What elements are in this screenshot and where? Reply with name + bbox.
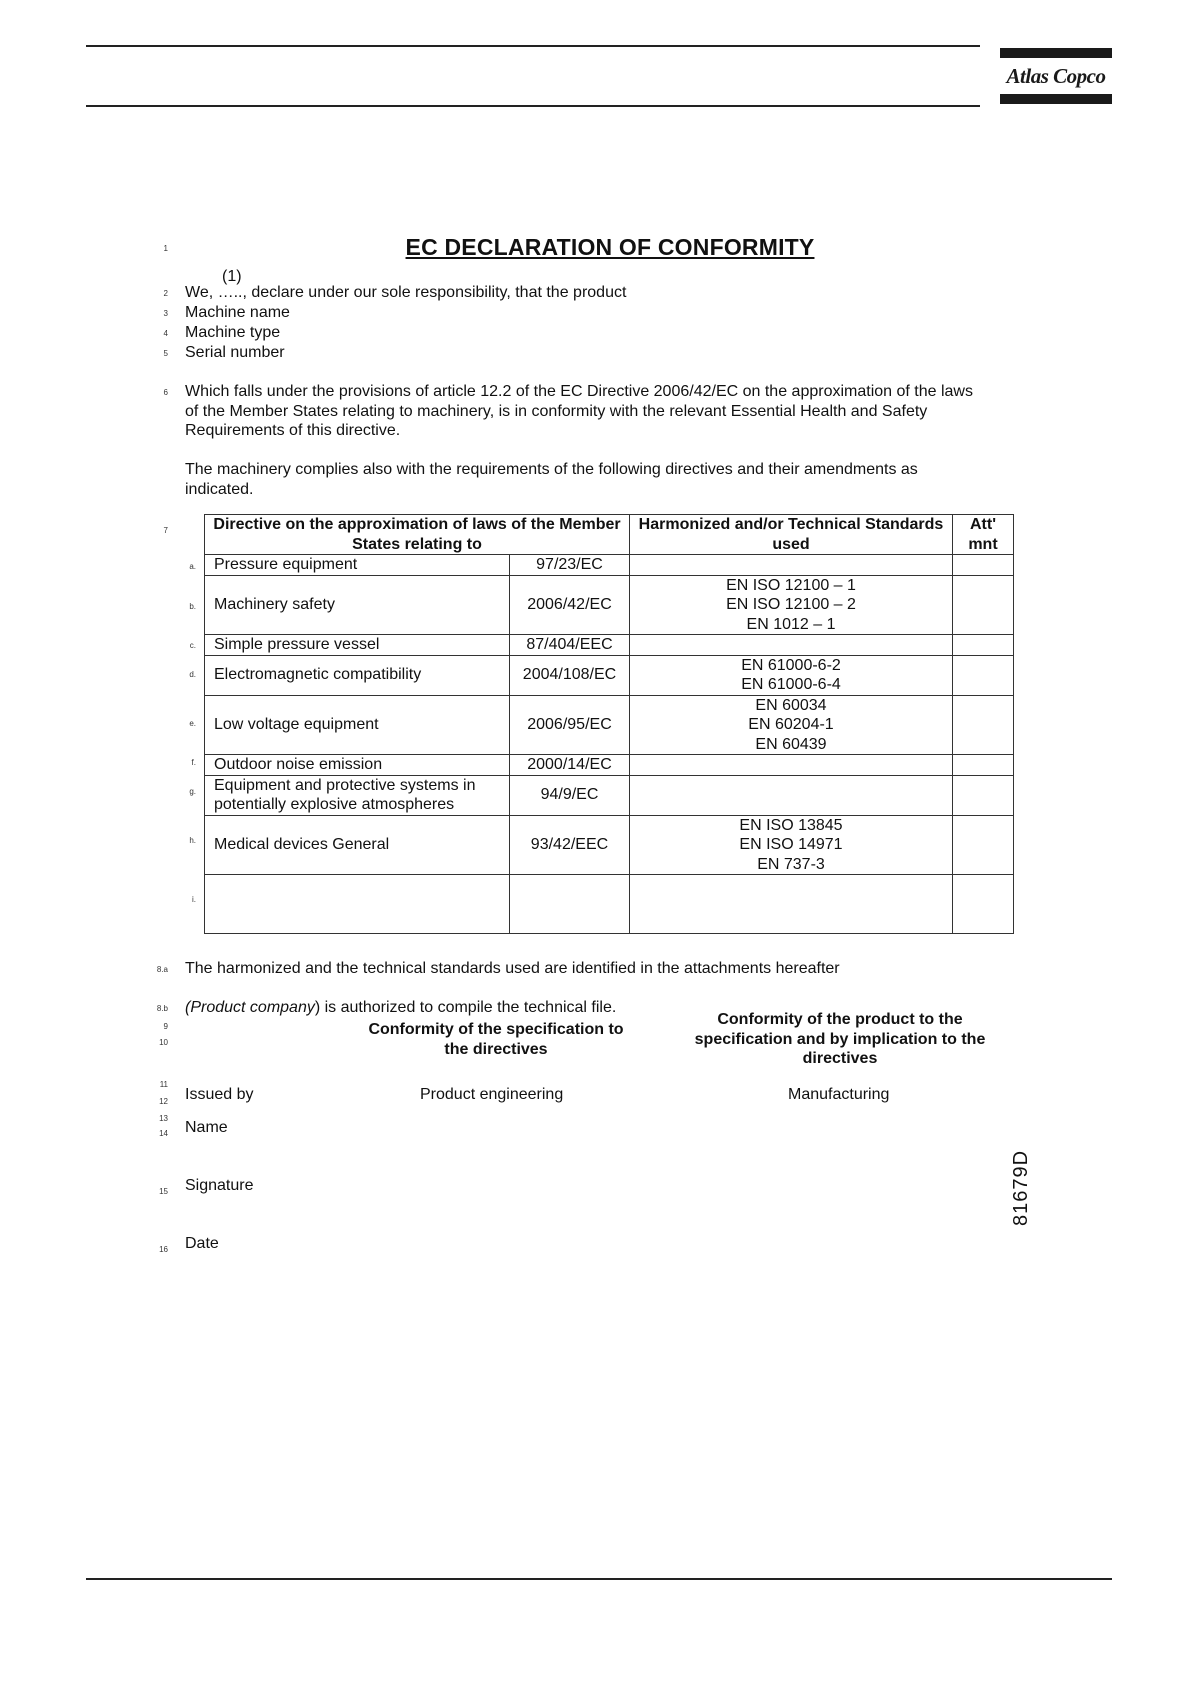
date-label: Date [185,1235,219,1252]
directive-code: 2000/14/EC [510,755,630,776]
line-number: 9 [163,1022,168,1031]
header-rule-bottom [86,105,980,107]
standard-item: EN 60034 [755,696,827,714]
footer-rule [86,1578,1112,1580]
table-row [205,755,1014,776]
directive-name: Machinery safety [205,575,510,635]
standards-cell [630,875,953,934]
declaration-line: We, ….., declare under our sole responsibility, that the product [185,284,627,301]
provisions-paragraph: Which falls under the provisions of article 12.2 of the EC Directive 2006/42/EC on the approximation of the laws of the Member States relating to machinery, is in conformity with the relevant Essential Health and Safety Requirements of this directive. [185,383,973,439]
product-conformity-heading: Conformity of the product to the specification and by implication to the directives [694,1011,986,1067]
issued-by-spec: Product engineering [420,1086,564,1103]
row-letter: h. [189,835,196,845]
attachment-column-header: Att' mnt [953,515,1014,555]
attachment-cell [953,655,1014,695]
spec-conformity-heading: Conformity of the specification to the directives [368,1021,624,1058]
technical-file-text: ) is authorized to compile the technical file. [314,999,617,1016]
directive-name: Outdoor noise emission [205,755,510,776]
attachment-cell [953,555,1014,576]
standards-cell [630,655,953,695]
line-number: 14 [159,1129,168,1138]
table-row [205,775,1014,815]
standard-item: EN ISO 13845 [739,816,843,834]
compliance-paragraph: The machinery complies also with the requirements of the following directives and their amendments as indicated. [185,461,918,498]
directive-name [205,875,510,934]
directive-name: Electromagnetic compatibility [205,655,510,695]
line-number: 8.b [156,1004,168,1013]
line-number: 2 [163,289,168,298]
directive-name: Medical devices General [205,815,510,875]
product-company-placeholder: (Product company [185,999,315,1016]
attachment-cell [953,575,1014,635]
atlas-copco-logo: Atlas Copco [1000,48,1112,106]
attachment-cell [953,755,1014,776]
line-number: 7 [163,526,168,535]
standards-note: The harmonized and the technical standards used are identified in the attachments hereafter [185,960,840,977]
standards-cell [630,775,953,815]
page-title: EC DECLARATION OF CONFORMITY [405,234,815,260]
line-number: 8.a [156,965,168,974]
row-letter: d. [189,670,196,679]
line-number: 13 [159,1114,168,1123]
table-row [205,695,1014,755]
attachment-cell [953,635,1014,656]
table-row [205,635,1014,656]
machine-type-label: Machine type [185,324,281,341]
line-number: 16 [159,1245,168,1254]
directive-code: 93/42/EEC [510,815,630,875]
row-letter: f. [191,758,196,767]
directive-name: Simple pressure vessel [205,635,510,656]
directive-code: 97/23/EC [510,555,630,576]
standard-item: EN 1012 – 1 [746,615,836,633]
attachment-cell [953,695,1014,755]
standard-item: EN 737-3 [757,855,825,873]
standard-item: EN 61000-6-4 [741,676,841,693]
standard-item: EN 60204-1 [748,716,834,733]
row-letter: c. [189,641,196,650]
directive-code: 94/9/EC [510,775,630,815]
directives-table [204,514,1014,934]
row-letter: g. [189,787,196,796]
standards-cell [630,695,953,755]
table-row [205,555,1014,576]
row-letter: b. [189,601,196,611]
issued-by-label: Issued by [185,1086,254,1103]
standards-cell [630,555,953,576]
standard-item: EN ISO 12100 – 2 [726,596,856,613]
standard-item: EN ISO 14971 [739,836,843,853]
row-letter: a. [189,562,196,571]
standard-item: EN 60439 [755,735,827,753]
standards-cell [630,755,953,776]
line-number: 10 [159,1038,168,1047]
directive-name: Pressure equipment [205,555,510,576]
line-number: 12 [159,1097,168,1106]
header-rule-top [86,45,980,47]
directive-name: Low voltage equipment [205,695,510,755]
serial-number-label: Serial number [185,344,285,361]
issued-by-product: Manufacturing [788,1086,890,1103]
directive-name: Equipment and protective systems in potentially explosive atmospheres [205,775,510,815]
document-code: 81679D [1010,1149,1032,1226]
directive-code: 2006/42/EC [510,575,630,635]
row-letter: e. [189,718,196,728]
standard-item: EN ISO 12100 – 1 [726,576,856,594]
table-row [205,655,1014,695]
line-number: 15 [159,1187,168,1196]
directive-code: 87/404/EEC [510,635,630,656]
standards-column-header: Harmonized and/or Technical Standards used [630,515,953,555]
table-row [205,575,1014,635]
standards-cell [630,575,953,635]
directive-code: 2004/108/EC [510,655,630,695]
standards-cell [630,635,953,656]
directive-column-header: Directive on the approximation of laws of the Member States relating to [205,515,630,555]
technical-file-note [185,998,616,1018]
machine-name-label: Machine name [185,304,290,321]
line-number: 5 [163,349,168,358]
attachment-cell [953,815,1014,875]
line-number: 1 [163,244,168,253]
attachment-cell [953,875,1014,934]
line-number: 6 [163,388,168,397]
table-row [205,875,1014,934]
signature-label: Signature [185,1177,254,1194]
attachment-cell [953,775,1014,815]
line-number: 4 [163,329,168,338]
standard-item: EN 61000-6-2 [741,656,841,674]
row-letter: i. [192,894,196,904]
line-number: 11 [159,1080,168,1089]
footnote-marker: (1) [222,268,242,285]
line-number: 3 [163,309,168,318]
directive-code: 2006/95/EC [510,695,630,755]
name-label: Name [185,1119,228,1136]
directive-code [510,875,630,934]
standards-cell [630,815,953,875]
table-row [205,815,1014,875]
